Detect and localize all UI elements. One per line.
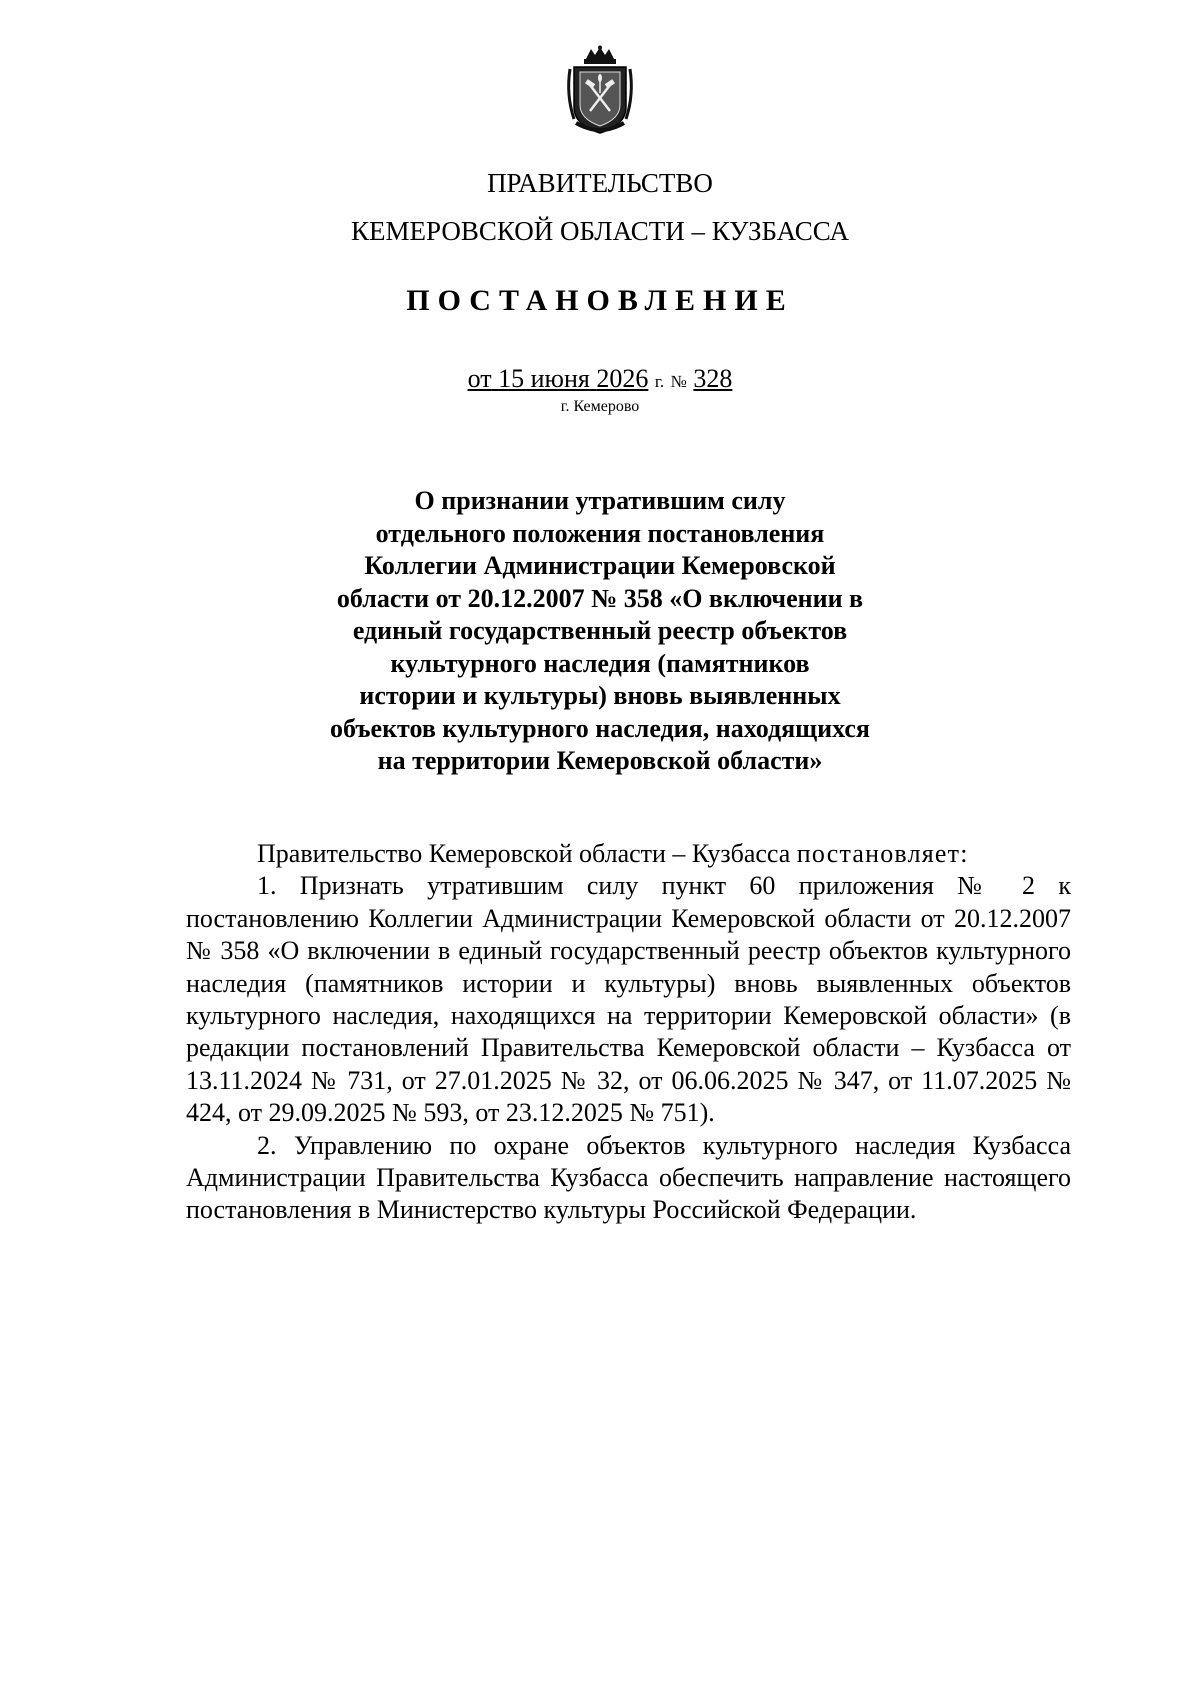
document-date-number [0, 364, 1200, 394]
year-suffix: г. [654, 372, 665, 391]
title-line: объектов культурного наследия, находящихся [330, 713, 870, 743]
coat-of-arms-icon [564, 45, 636, 137]
number-sign: № [670, 372, 687, 391]
date-day-month: 15 июня [498, 364, 590, 393]
title-line: отдельного положения постановления [375, 518, 825, 548]
preamble [186, 838, 1071, 870]
title-line: на территории Кемеровской области» [377, 746, 823, 775]
title-line: Коллегии Администрации Кемеровской [364, 551, 836, 580]
preamble-text: Правительство Кемеровской области – Кузбасса [257, 839, 791, 868]
title-line: единый государственный реестр объектов [352, 616, 848, 645]
date-year: 2026 [596, 364, 649, 393]
title-line: области от 20.12.2007 № 358 «О включении в [336, 583, 864, 613]
document-number: 328 [693, 364, 733, 393]
document-title [250, 485, 950, 778]
date-prefix: от [467, 364, 492, 393]
paragraph-1: 1. Признать утратившим силу пункт 60 приложения № 2 к постановлению Коллегии Администрации Кемеровской области от 20.12.2007 № 358 «О включении в единый государственный реестр объектов культурного наследия (памятников истории и культуры) вновь выявленных объектов культурного наследия, находящихся на территории Кемеровской области» (в редакции постановлений Правительства Кемеровской области – Кузбасса от 13.11.2024 № 731, от 27.01.2025 № 32, от 06.06.2025 № 347, от 11.07.2025 № 424, от 29.09.2025 № 593, от 23.12.2025 № 751). [186, 871, 1071, 1128]
org-name-line2: КЕМЕРОВСКОЙ ОБЛАСТИ – КУЗБАССА [351, 216, 849, 246]
paragraph-2: 2. Управлению по охране объектов культурного наследия Кузбасса Администрации Правительства Кузбасса обеспечить направление настоящего постановления в Министерство культуры Российской Федерации. [186, 1130, 1071, 1225]
title-line: О признании утратившим силу [414, 486, 786, 515]
document-type-heading: ПОСТАНОВЛЕНИЕ [406, 284, 794, 317]
document-body [186, 838, 1071, 1227]
city-name: г. Кемерово [560, 398, 640, 415]
emblem [0, 45, 1200, 142]
title-line: истории и культуры) вновь выявленных [359, 681, 841, 710]
org-name-line1: ПРАВИТЕЛЬСТВО [487, 168, 713, 198]
preamble-verb: постановляет: [796, 839, 969, 868]
title-line: культурного наследия (памятников [390, 648, 810, 678]
